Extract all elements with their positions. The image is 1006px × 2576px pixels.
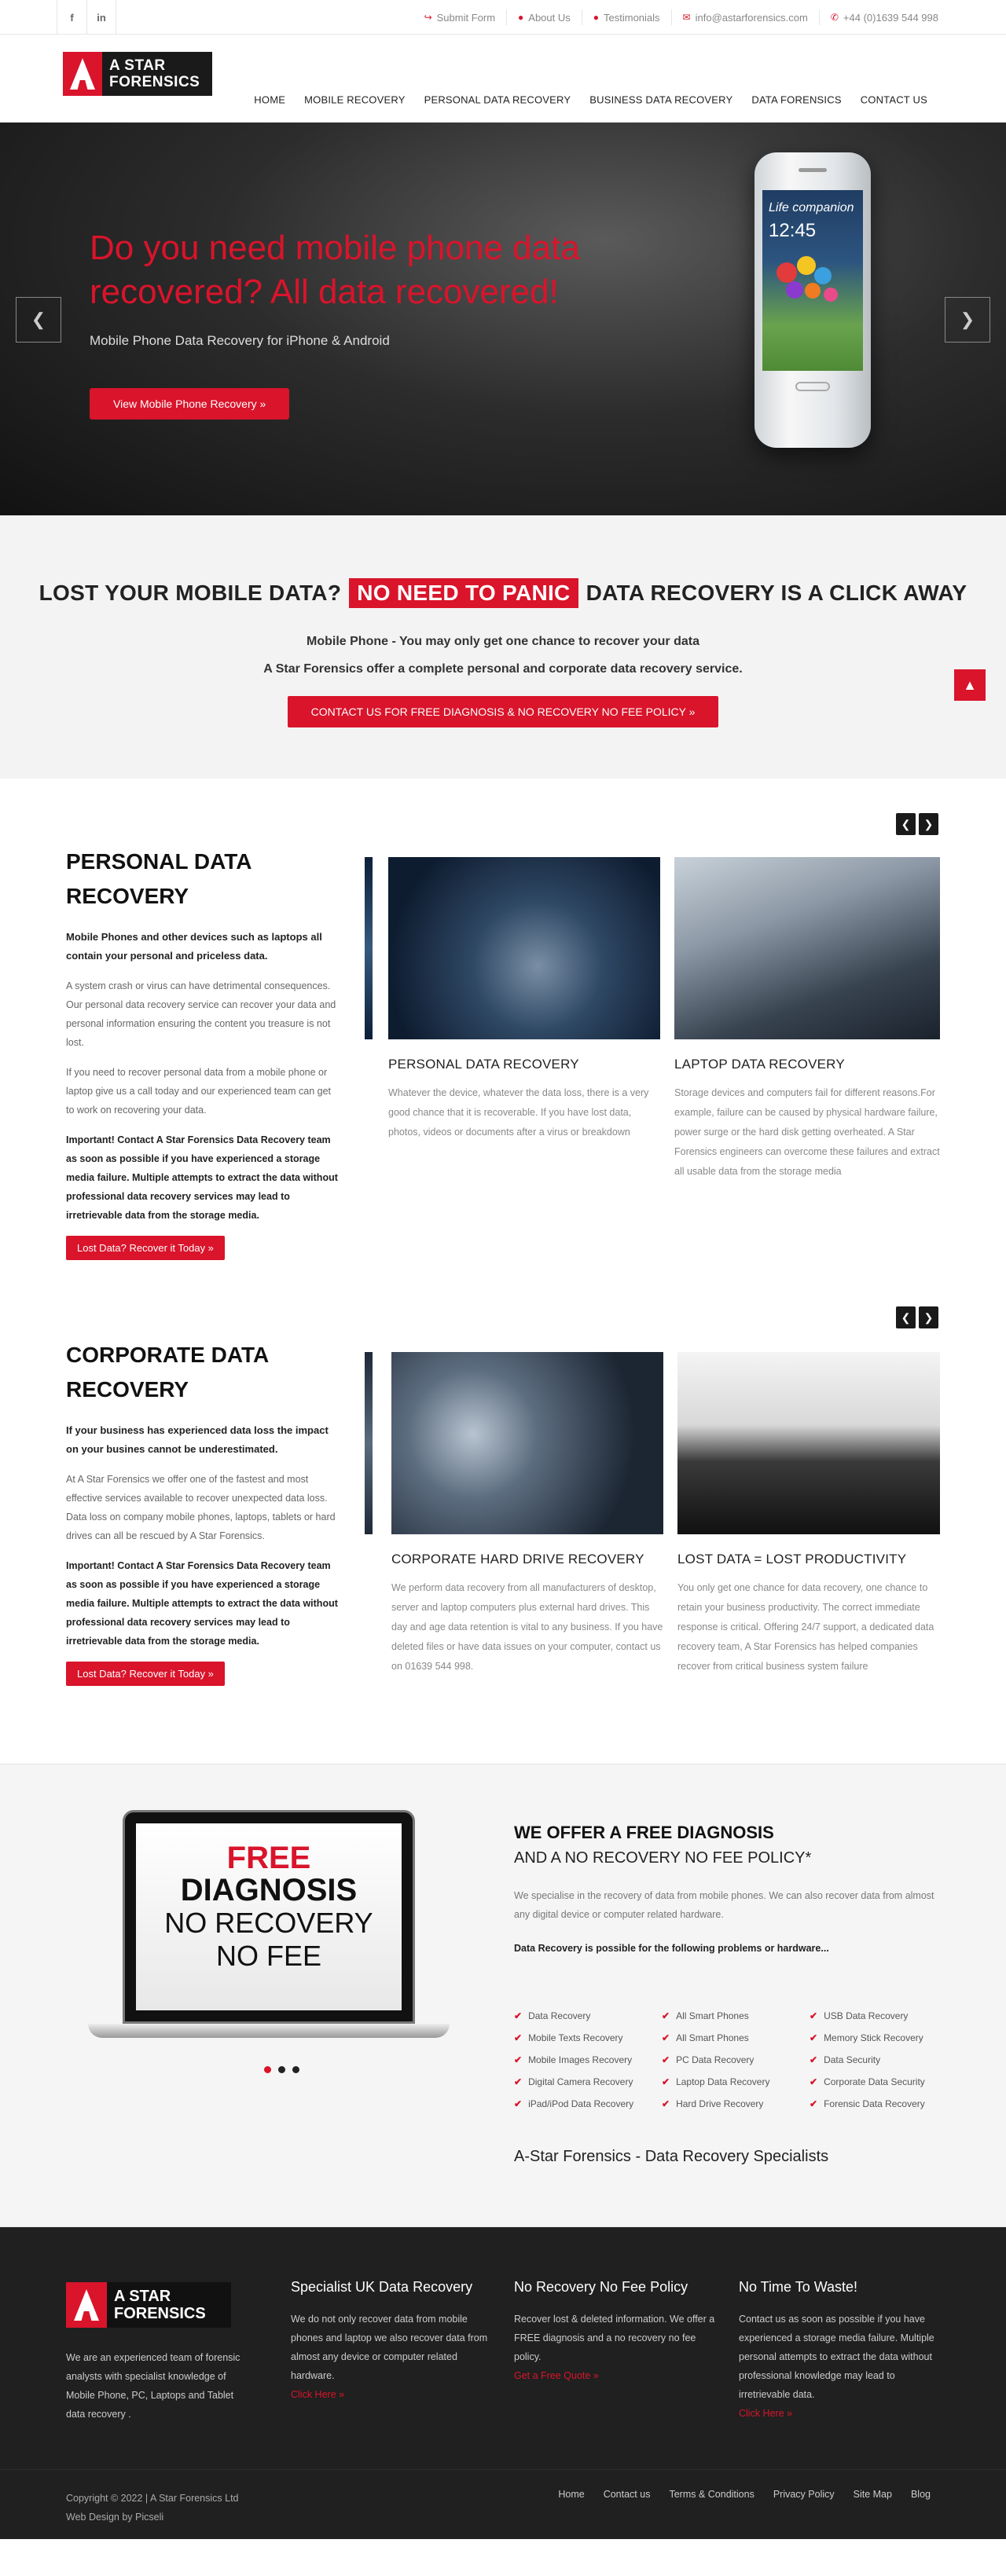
footer-link-terms[interactable]: Terms & Conditions xyxy=(669,2489,754,2500)
user-icon: ● xyxy=(518,12,524,23)
cta-heading-a: LOST YOUR MOBILE DATA? xyxy=(39,581,342,605)
list-item-label: Digital Camera Recovery xyxy=(528,2076,633,2087)
carousel-next-icon[interactable]: ❯ xyxy=(919,1306,938,1328)
list-item-label: All Smart Phones xyxy=(676,2032,749,2043)
card-title: LAPTOP DATA RECOVERY xyxy=(674,1057,845,1072)
card-text: You only get one chance for data recovery, one chance to retain your business productivity. The correct immediate response is critical. Offering 24/7 support, a dedicated data recovery team, A Star Forensics has helped companies recover from critical business system failure xyxy=(677,1582,934,1672)
social-links xyxy=(57,0,116,35)
check-icon: ✔ xyxy=(514,2010,523,2021)
card-laptop-data-recovery[interactable] xyxy=(674,857,940,1182)
site-logo[interactable] xyxy=(63,52,212,96)
corporate-important: Important! Contact A Star Forensics Data Recovery team as soon as possible if you have experienced a storage media failure. Multiple attempts to extract the data without professional data recovery services may lead to irretrievable data from the storage media. xyxy=(66,1560,338,1647)
view-mobile-recovery-button[interactable]: View Mobile Phone Recovery » xyxy=(90,388,289,420)
list-item-label: USB Data Recovery xyxy=(824,2010,909,2021)
free-diagnosis-text xyxy=(514,1823,943,1954)
phone-in-hand-image xyxy=(388,857,660,1039)
free-title: WE OFFER A FREE DIAGNOSIS xyxy=(514,1823,774,1842)
users-icon: ● xyxy=(593,12,600,23)
slider-dot[interactable] xyxy=(278,2066,285,2073)
carousel-prev-icon[interactable]: ❮ xyxy=(896,813,916,835)
submit-form-link[interactable] xyxy=(413,9,506,25)
footer-link-contact[interactable]: Contact us xyxy=(603,2489,651,2500)
personal-lead: Mobile Phones and other devices such as laptops all contain your personal and priceless data. xyxy=(66,931,322,962)
nav-mobile-recovery[interactable]: MOBILE RECOVERY xyxy=(304,93,406,106)
personal-intro xyxy=(66,845,341,1260)
top-bar xyxy=(0,0,1006,35)
personal-para-2: If you need to recover personal data from a mobile phone or laptop give us a call today and our experienced team can get to work on recovering your data. xyxy=(66,1067,332,1116)
about-us-link[interactable] xyxy=(506,9,582,25)
logo-a-icon xyxy=(63,52,102,96)
list-item xyxy=(810,2076,957,2088)
check-icon: ✔ xyxy=(662,2032,670,2043)
list-item-label: Corporate Data Security xyxy=(824,2076,925,2087)
corporate-para-1: At A Star Forensics we offer one of the fastest and most effective services available to recover unexpected data loss. Data loss on company mobile phones, laptops, tablets or hard drives can all be rescued by A Star Forensics. xyxy=(66,1474,336,1541)
card-personal-data-recovery[interactable] xyxy=(388,857,660,1142)
web-design-credit: Web Design by Picseli xyxy=(66,2512,164,2523)
list-item-label: Forensic Data Recovery xyxy=(824,2098,925,2109)
card-title: PERSONAL DATA RECOVERY xyxy=(388,1057,579,1072)
footer-about: We are an experienced team of forensic analysts with specialist knowledge of Mobile Phone, PC, Laptops and Tablet data recovery . xyxy=(66,2352,240,2420)
envelope-icon: ✉ xyxy=(682,12,691,23)
slider-dots xyxy=(264,2066,299,2073)
check-icon: ✔ xyxy=(662,2076,670,2087)
logo-line2: FORENSICS xyxy=(114,2305,206,2322)
free-subtitle: AND A NO RECOVERY NO FEE POLICY* xyxy=(514,1849,812,1867)
slider-dot[interactable] xyxy=(292,2066,299,2073)
list-item-label: Memory Stick Recovery xyxy=(824,2032,923,2043)
phone-screen-text: Life companion xyxy=(769,201,854,214)
specialists-tagline: A-Star Forensics - Data Recovery Specialists xyxy=(514,2148,829,2165)
main-nav xyxy=(235,94,927,106)
nav-contact-us[interactable]: CONTACT US xyxy=(860,93,927,106)
footer-col-title: Specialist UK Data Recovery xyxy=(291,2279,473,2295)
free-diagnosis-section xyxy=(0,1764,1006,2227)
carousel-prev-icon[interactable]: ❮ xyxy=(896,1306,916,1328)
list-item xyxy=(514,2010,662,2022)
check-icon: ✔ xyxy=(514,2054,523,2065)
list-item xyxy=(662,2054,810,2066)
check-icon: ✔ xyxy=(810,2076,818,2087)
footer-logo-text xyxy=(107,2288,206,2322)
check-icon: ✔ xyxy=(662,2098,670,2109)
cta-section xyxy=(0,515,1006,779)
list-item-label: Data Security xyxy=(824,2054,881,2065)
corporate-carousel-controls xyxy=(896,1306,938,1328)
list-item xyxy=(662,2098,810,2110)
logo-text xyxy=(102,57,200,90)
screen-no-fee: NO FEE xyxy=(215,1940,321,1972)
card-text: Storage devices and computers fail for different reasons.For example, failure can be caused by physical hardware failure, power surge or the hard disk getting overheated. A Star Forensics engineers can overcome these failures and extract all usable data from the storage media xyxy=(674,1087,940,1177)
card-title: LOST DATA = LOST PRODUCTIVITY xyxy=(677,1552,907,1566)
list-item-label: Data Recovery xyxy=(528,2010,591,2021)
corporate-recover-button[interactable]: Lost Data? Recover it Today » xyxy=(66,1662,225,1686)
logo-line1: A STAR xyxy=(114,2288,171,2305)
logo-line1: A STAR xyxy=(109,57,166,74)
contact-free-diagnosis-button[interactable]: CONTACT US FOR FREE DIAGNOSIS & NO RECOVERY NO FEE POLICY » xyxy=(288,696,718,727)
free-description: We specialise in the recovery of data from mobile phones. We can also recover data from almost any digital device or computer related hardware. xyxy=(514,1890,934,1920)
list-item xyxy=(810,2054,957,2066)
list-item xyxy=(514,2098,662,2110)
footer-link-privacy[interactable]: Privacy Policy xyxy=(773,2489,835,2500)
list-item xyxy=(662,2076,810,2088)
list-item xyxy=(810,2098,957,2110)
footer-click-here-link[interactable]: Click Here » xyxy=(291,2389,345,2400)
smartphone-image xyxy=(754,152,871,448)
check-icon: ✔ xyxy=(810,2054,818,2065)
laptop-image xyxy=(88,1810,450,2046)
email-label: info@astarforensics.com xyxy=(695,11,808,24)
logo-line2: FORENSICS xyxy=(109,74,200,90)
slider-prev-arrow-icon[interactable]: ❮ xyxy=(16,297,61,343)
check-icon: ✔ xyxy=(810,2098,818,2109)
slider-dot[interactable] xyxy=(264,2066,271,2073)
list-item-label: Hard Drive Recovery xyxy=(676,2098,764,2109)
copyright-text: Copyright © 2022 | A Star Forensics Ltd xyxy=(66,2493,239,2504)
list-item xyxy=(514,2076,662,2088)
check-icon: ✔ xyxy=(662,2010,670,2021)
footer-col-no-fee xyxy=(514,2279,715,2385)
footer-col-title: No Time To Waste! xyxy=(739,2279,858,2295)
footer-col-no-time xyxy=(739,2279,940,2423)
keyboard-image xyxy=(677,1352,940,1534)
screen-no-recovery: NO RECOVERY xyxy=(164,1907,373,1939)
logo-a-icon xyxy=(66,2282,107,2328)
footer-col-text: Recover lost & deleted information. We offer a FREE diagnosis and a no recovery no fee policy. xyxy=(514,2314,715,2362)
free-bold-line: Data Recovery is possible for the following problems or hardware... xyxy=(514,1943,829,1954)
screen-diagnosis: DIAGNOSIS xyxy=(180,1873,358,1907)
nav-business-data-recovery[interactable]: BUSINESS DATA RECOVERY xyxy=(589,93,733,106)
personal-data-section xyxy=(0,779,1006,1289)
corporate-lead: If your business has experienced data loss the impact on your busines cannot be underestimated. xyxy=(66,1424,329,1455)
footer-col-text: We do not only recover data from mobile phones and laptop we also recover data from almost any device or computer related hardware. xyxy=(291,2314,488,2381)
office-computer-image xyxy=(391,1352,663,1534)
list-item xyxy=(662,2010,810,2022)
personal-carousel-controls xyxy=(896,813,938,835)
list-item xyxy=(514,2054,662,2066)
list-item-label: iPad/iPod Data Recovery xyxy=(528,2098,634,2109)
list-item-label: Mobile Texts Recovery xyxy=(528,2032,623,2043)
footer-bottom xyxy=(0,2469,1006,2539)
corporate-data-section xyxy=(0,1289,1006,1764)
check-icon: ✔ xyxy=(662,2054,670,2065)
scroll-to-top-icon[interactable]: ▲ xyxy=(954,669,986,701)
share-icon: ↪ xyxy=(424,12,432,23)
footer-free-quote-link[interactable]: Get a Free Quote » xyxy=(514,2370,599,2381)
laptop-typing-image xyxy=(674,857,940,1039)
screen-free: FREE xyxy=(226,1841,311,1875)
cta-heading-highlight: NO NEED TO PANIC xyxy=(349,578,578,608)
list-item xyxy=(810,2032,957,2044)
slider-next-arrow-icon[interactable]: ❯ xyxy=(945,297,990,343)
footer-link-blog[interactable]: Blog xyxy=(910,2489,931,2500)
cta-heading xyxy=(0,578,1006,608)
card-text: Whatever the device, whatever the data loss, there is a very good chance that it is recoverable. If you have lost data, photos, videos or documents after a virus or breakdown xyxy=(388,1087,649,1138)
personal-important: Important! Contact A Star Forensics Data Recovery team as soon as possible if you have experienced a storage media failure. Multiple attempts to extract the data without professional data recovery services may lead to irretrievable data from the storage media. xyxy=(66,1134,338,1221)
hero-title: Do you need mobile phone data recovered? All data recovered! xyxy=(90,229,580,311)
card-corporate-hard-drive[interactable] xyxy=(391,1352,663,1676)
list-item-label: PC Data Recovery xyxy=(676,2054,754,2065)
footer-col-specialist xyxy=(291,2279,492,2404)
carousel-partial-image xyxy=(365,1352,373,1534)
card-lost-productivity[interactable] xyxy=(677,1352,940,1676)
footer-col-text: Contact us as soon as possible if you have experienced a storage media failure. Multiple personal attempts to extract the data without professional knowledge may lead to irretrievable data. xyxy=(739,2314,934,2400)
site-header xyxy=(0,35,1006,123)
cta-heading-b: DATA RECOVERY IS A CLICK AWAY xyxy=(586,581,967,605)
list-item xyxy=(810,2010,957,2022)
carousel-next-icon[interactable]: ❯ xyxy=(919,813,938,835)
carousel-partial-image xyxy=(365,857,373,1039)
footer-logo[interactable] xyxy=(66,2282,231,2328)
personal-title: PERSONAL DATA RECOVERY xyxy=(66,849,252,908)
phone-label: +44 (0)1639 544 998 xyxy=(843,11,938,24)
top-links xyxy=(413,0,949,35)
footer-links xyxy=(539,2489,931,2500)
corporate-title: CORPORATE DATA RECOVERY xyxy=(66,1343,269,1402)
list-item-label: All Smart Phones xyxy=(676,2010,749,2021)
about-us-label: About Us xyxy=(528,11,571,24)
check-icon: ✔ xyxy=(810,2010,818,2021)
cta-line-2: A Star Forensics offer a complete personal and corporate data recovery service. xyxy=(263,662,743,676)
check-icon: ✔ xyxy=(514,2098,523,2109)
phone-link[interactable] xyxy=(819,9,949,25)
phone-icon: ✆ xyxy=(830,12,839,23)
site-footer xyxy=(0,2227,1006,2539)
personal-recover-button[interactable]: Lost Data? Recover it Today » xyxy=(66,1236,225,1260)
cta-line-1: Mobile Phone - You may only get one chance to recover your data xyxy=(307,635,699,648)
hero-slider xyxy=(0,123,1006,515)
footer-link-home[interactable]: Home xyxy=(558,2489,585,2500)
personal-para-1: A system crash or virus can have detrimental consequences. Our personal data recovery service can recover your data and personal information ensuring the content you treasure is not lost. xyxy=(66,980,336,1048)
check-icon: ✔ xyxy=(514,2032,523,2043)
phone-screen-time: 12:45 xyxy=(769,220,817,241)
card-title: CORPORATE HARD DRIVE RECOVERY xyxy=(391,1552,644,1566)
list-item-label: Mobile Images Recovery xyxy=(528,2054,633,2065)
hero-subtitle: Mobile Phone Data Recovery for iPhone & Android xyxy=(90,333,390,348)
nav-data-forensics[interactable]: DATA FORENSICS xyxy=(751,93,842,106)
corporate-intro xyxy=(66,1338,341,1686)
footer-click-here-link[interactable]: Click Here » xyxy=(739,2408,793,2419)
email-link[interactable] xyxy=(671,9,819,25)
nav-home[interactable]: HOME xyxy=(254,93,286,106)
list-item xyxy=(514,2032,662,2044)
submit-form-label: Submit Form xyxy=(436,11,496,24)
list-item xyxy=(662,2032,810,2044)
check-icon: ✔ xyxy=(810,2032,818,2043)
list-item-label: Laptop Data Recovery xyxy=(676,2076,770,2087)
footer-col-title: No Recovery No Fee Policy xyxy=(514,2279,688,2295)
nav-personal-data-recovery[interactable]: PERSONAL DATA RECOVERY xyxy=(424,93,571,106)
copyright xyxy=(66,2489,239,2527)
recovery-list xyxy=(514,2010,954,2110)
facebook-icon[interactable]: f xyxy=(57,0,86,35)
footer-link-sitemap[interactable]: Site Map xyxy=(853,2489,892,2500)
testimonials-link[interactable] xyxy=(582,9,671,25)
testimonials-label: Testimonials xyxy=(604,11,660,24)
check-icon: ✔ xyxy=(514,2076,523,2087)
card-text: We perform data recovery from all manufacturers of desktop, server and laptop computers plus external hard drives. This day and age data retention is vital to any business. If you have deleted files or have data issues on your computer, contact us on 01639 544 998. xyxy=(391,1582,663,1672)
linkedin-icon[interactable]: in xyxy=(86,0,116,35)
